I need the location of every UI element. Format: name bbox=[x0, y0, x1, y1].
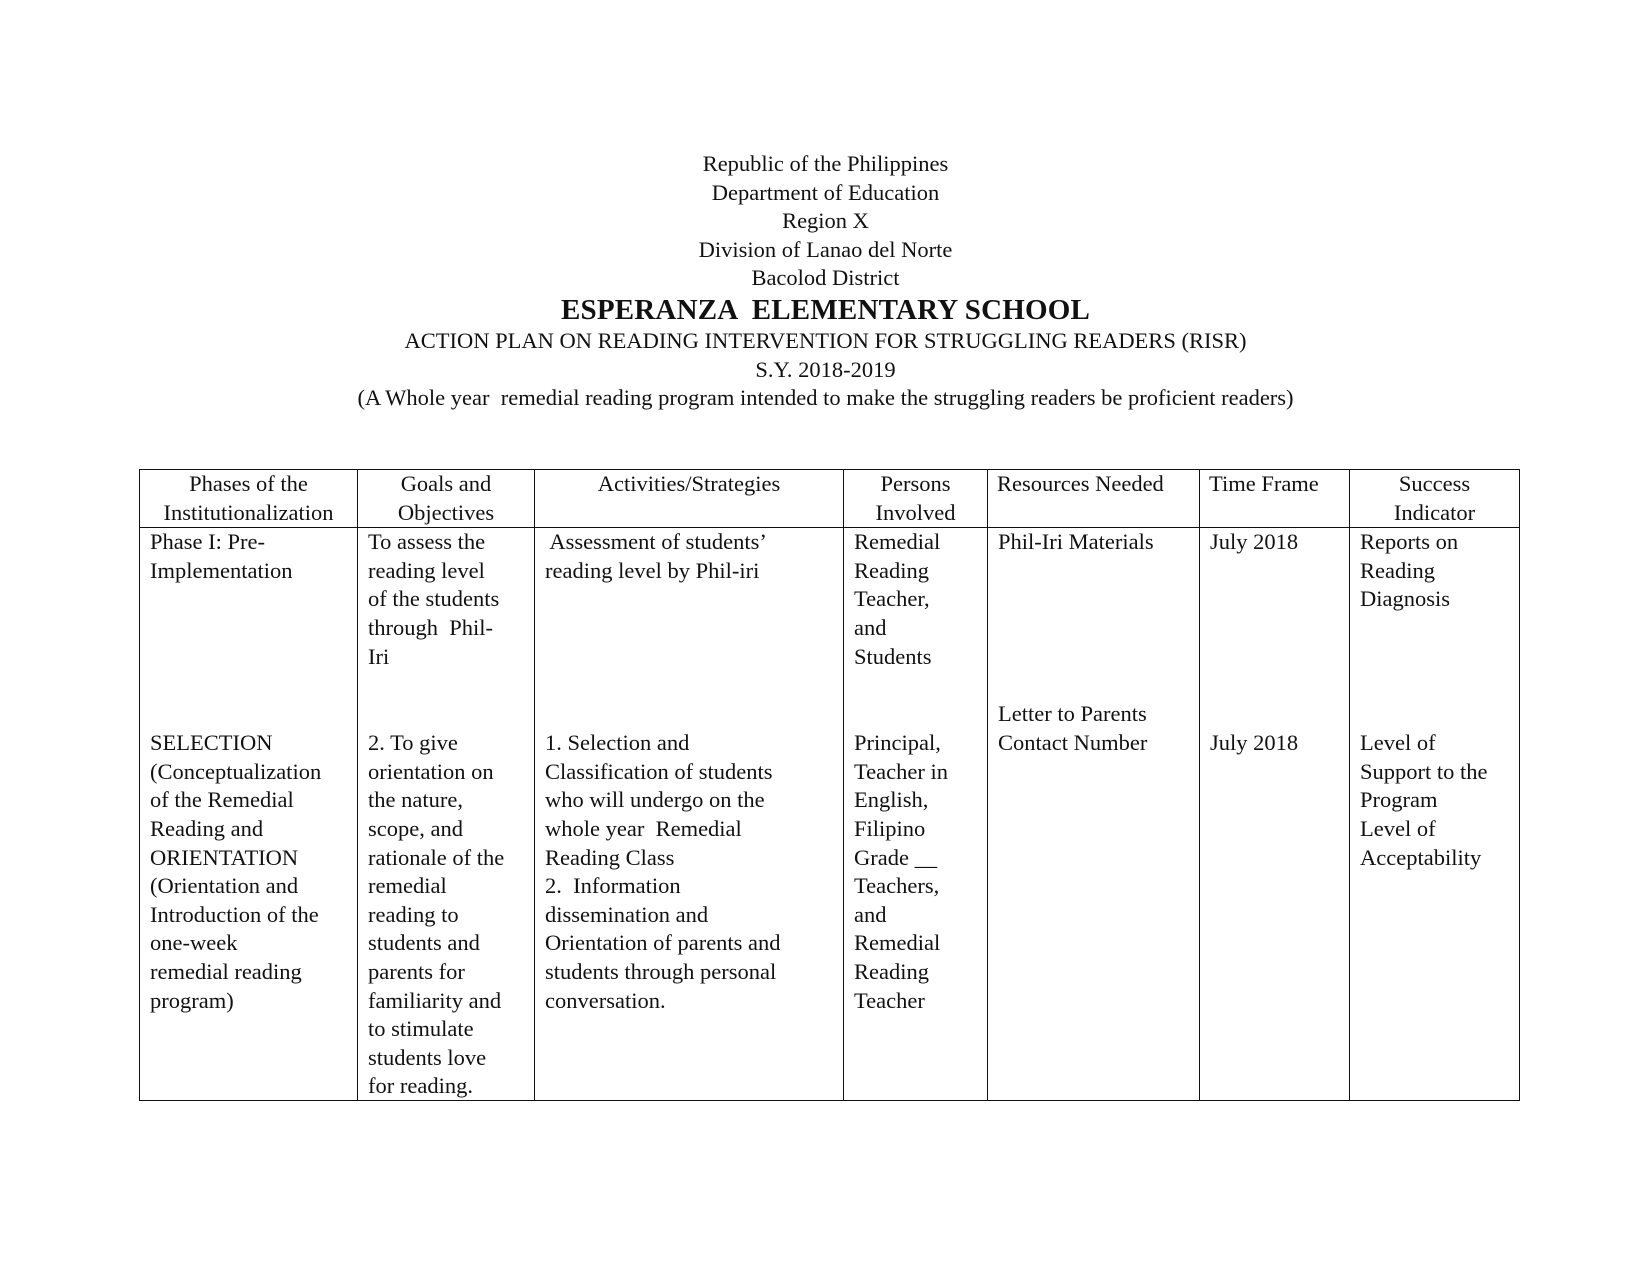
heading-line: Department of Education bbox=[711, 179, 940, 205]
cell-text: 2. To give bbox=[368, 730, 458, 756]
cell-text: orientation on bbox=[368, 758, 494, 784]
column-header-text: Persons bbox=[880, 471, 951, 496]
selection-orientation-entry bbox=[545, 729, 837, 1015]
cell-text: 1. Selection and bbox=[545, 730, 690, 756]
column-header-text: Phases of the bbox=[189, 471, 308, 496]
cell-text: English, bbox=[854, 787, 929, 813]
column-header-text: Resources Needed bbox=[997, 471, 1164, 496]
heading-line: Division of Lanao del Norte bbox=[698, 236, 953, 262]
pre-implementation-entry bbox=[368, 528, 528, 671]
cell-text: Classification of students bbox=[545, 758, 773, 784]
cell-text: SELECTION bbox=[150, 730, 273, 756]
cell-text: ORIENTATION bbox=[150, 844, 299, 870]
cell-time bbox=[1200, 528, 1350, 1101]
cell-text: Support to the bbox=[1360, 758, 1488, 784]
cell-activities bbox=[535, 528, 844, 1101]
cell-text: Principal, bbox=[854, 730, 941, 756]
pre-implementation-entry bbox=[1210, 528, 1343, 557]
cell-text: program) bbox=[150, 987, 234, 1013]
cell-text: and bbox=[854, 901, 887, 927]
cell-text: Grade __ bbox=[854, 844, 938, 870]
cell-text: Students bbox=[854, 643, 932, 669]
pre-implementation-entry bbox=[150, 528, 351, 585]
cell-text: July 2018 bbox=[1210, 730, 1299, 756]
cell-text: Teacher in bbox=[854, 758, 948, 784]
cell-text: Diagnosis bbox=[1360, 586, 1450, 612]
school-year: S.Y. 2018-2019 bbox=[755, 356, 896, 382]
selection-orientation-entry bbox=[150, 729, 351, 1015]
cell-text: Reading bbox=[854, 557, 929, 583]
heading-line: Region X bbox=[782, 208, 869, 234]
cell-text: Reading bbox=[1360, 557, 1435, 583]
selection-orientation-entry bbox=[1360, 729, 1513, 872]
cell-text: to stimulate bbox=[368, 1016, 474, 1042]
cell-text: whole year Remedial bbox=[545, 815, 742, 841]
cell-persons bbox=[844, 528, 988, 1101]
pre-implementation-entry bbox=[998, 528, 1193, 557]
cell-text: through Phil- bbox=[368, 614, 494, 640]
column-header bbox=[844, 470, 988, 528]
cell-phase bbox=[140, 528, 358, 1101]
cell-text: Level of bbox=[1360, 730, 1436, 756]
cell-text: reading to bbox=[368, 901, 459, 927]
cell-text: scope, and bbox=[368, 815, 463, 841]
cell-text: Teacher, bbox=[854, 586, 930, 612]
cell-text: Remedial bbox=[854, 529, 941, 555]
cell-text: Level of bbox=[1360, 815, 1436, 841]
cell-text: students through personal bbox=[545, 958, 777, 984]
cell-text: Filipino bbox=[854, 815, 926, 841]
cell-text: Teachers, bbox=[854, 873, 940, 899]
cell-text: of the Remedial bbox=[150, 787, 294, 813]
table-row bbox=[140, 528, 1520, 1101]
cell-text: for reading. bbox=[368, 1073, 473, 1099]
cell-text: reading level bbox=[368, 557, 485, 583]
column-header bbox=[358, 470, 535, 528]
selection-orientation-entry bbox=[998, 700, 1193, 757]
cell-text: familiarity and bbox=[368, 987, 502, 1013]
table-header-row bbox=[140, 470, 1520, 528]
pre-implementation-entry bbox=[545, 528, 837, 585]
cell-text: of the students bbox=[368, 586, 500, 612]
column-header-text: Goals and bbox=[400, 471, 492, 496]
column-header-text: Involved bbox=[875, 499, 956, 525]
cell-text: (Orientation and bbox=[150, 873, 299, 899]
column-header-text: Time Frame bbox=[1209, 471, 1319, 496]
pre-implementation-entry bbox=[1360, 528, 1513, 614]
column-header bbox=[535, 470, 844, 528]
cell-text: Program bbox=[1360, 787, 1438, 813]
cell-goals bbox=[358, 528, 535, 1101]
cell-text: Reading Class bbox=[545, 844, 675, 870]
cell-text: Teacher bbox=[854, 987, 925, 1013]
cell-text: Remedial bbox=[854, 930, 941, 956]
cell-text: Iri bbox=[368, 643, 390, 669]
document-heading bbox=[0, 150, 1651, 413]
cell-text: the nature, bbox=[368, 787, 463, 813]
pre-implementation-entry bbox=[854, 528, 981, 671]
cell-text: Acceptability bbox=[1360, 844, 1482, 870]
cell-text: and bbox=[854, 614, 887, 640]
cell-text: rationale of the bbox=[368, 844, 505, 870]
column-header-text: Success bbox=[1398, 471, 1471, 496]
cell-resources bbox=[988, 528, 1200, 1101]
plan-title: ACTION PLAN ON READING INTERVENTION FOR STRUGGLING READERS (RISR) bbox=[404, 327, 1247, 353]
selection-orientation-entry bbox=[1210, 729, 1343, 758]
cell-text: one-week bbox=[150, 930, 238, 956]
cell-text: July 2018 bbox=[1210, 529, 1299, 555]
cell-text: Introduction of the bbox=[150, 901, 319, 927]
selection-orientation-entry bbox=[854, 729, 981, 1015]
cell-text: conversation. bbox=[545, 987, 666, 1013]
column-header bbox=[988, 470, 1200, 528]
cell-text: Contact Number bbox=[998, 729, 1148, 755]
column-header-text: Indicator bbox=[1393, 499, 1476, 525]
cell-text: parents for bbox=[368, 958, 465, 984]
cell-text: Implementation bbox=[150, 557, 293, 583]
cell-text: Phase I: Pre- bbox=[150, 529, 265, 555]
cell-text: Assessment of students’ bbox=[545, 529, 767, 555]
cell-text: Phil-Iri Materials bbox=[998, 529, 1154, 555]
cell-text: reading level by Phil-iri bbox=[545, 557, 760, 583]
cell-text: remedial bbox=[368, 873, 447, 899]
cell-text: (Conceptualization bbox=[150, 758, 322, 784]
column-header bbox=[1200, 470, 1350, 528]
cell-text: 2. Information bbox=[545, 873, 681, 899]
column-header-text: Objectives bbox=[397, 499, 495, 525]
cell-text: To assess the bbox=[368, 529, 486, 555]
heading-line: Republic of the Philippines bbox=[702, 151, 949, 176]
cell-text: remedial reading bbox=[150, 958, 302, 984]
cell-text: dissemination and bbox=[545, 901, 709, 927]
selection-orientation-entry bbox=[368, 729, 528, 1101]
cell-text: students love bbox=[368, 1044, 487, 1070]
cell-text: who will undergo on the bbox=[545, 787, 765, 813]
cell-text: Reading bbox=[854, 958, 929, 984]
cell-text: students and bbox=[368, 930, 480, 956]
cell-text: Reading and bbox=[150, 815, 264, 841]
cell-text: Reports on bbox=[1360, 529, 1459, 555]
cell-text: Orientation of parents and bbox=[545, 930, 781, 956]
plan-description: (A Whole year remedial reading program intended to make the struggling readers be proficient readers) bbox=[357, 385, 1294, 411]
column-header bbox=[1350, 470, 1520, 528]
school-name: ESPERANZA ELEMENTARY SCHOOL bbox=[560, 293, 1091, 326]
column-header-text: Institutionalization bbox=[163, 499, 334, 525]
column-header bbox=[140, 470, 358, 528]
cell-success bbox=[1350, 528, 1520, 1101]
action-plan-table bbox=[139, 469, 1520, 1101]
heading-line: Bacolod District bbox=[751, 265, 900, 291]
column-header-text: Activities/Strategies bbox=[597, 471, 781, 496]
cell-text: Letter to Parents bbox=[998, 701, 1147, 727]
